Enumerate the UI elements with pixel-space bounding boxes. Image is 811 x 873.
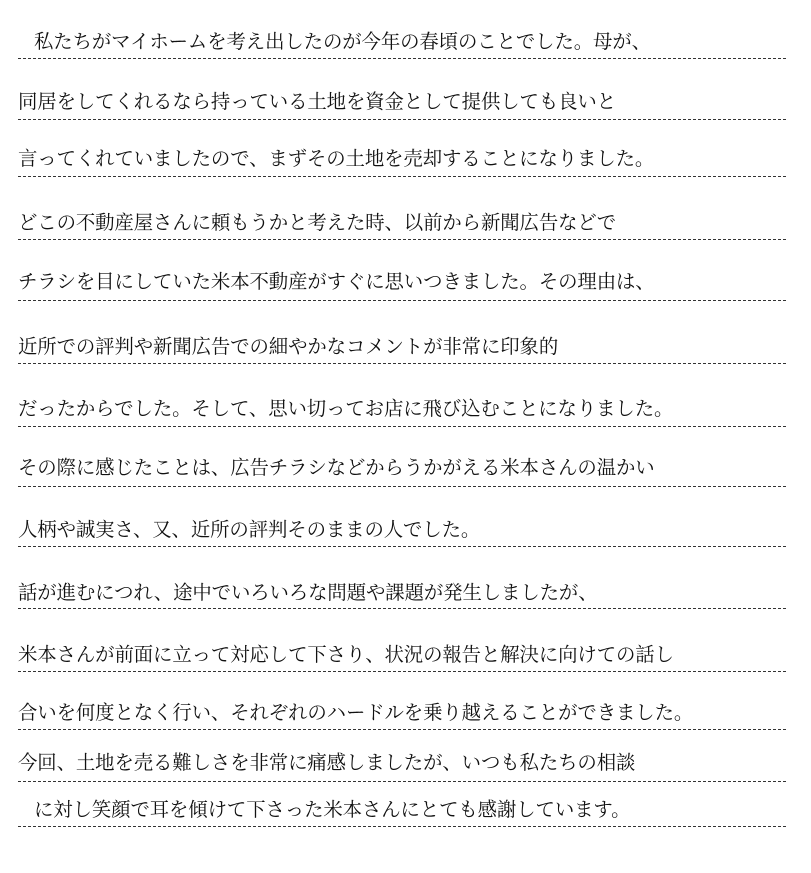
letter-line-6: 近所での評判や新聞広告での細やかなコメントが非常に印象的 (18, 335, 559, 358)
letter-line-3: 言ってくれていましたので、まずその土地を売却することになりました。 (18, 147, 655, 170)
letter-line-1: 私たちがマイホームを考え出したのが今年の春頃のことでした。母が、 (34, 30, 651, 53)
letter-line-4: どこの不動産屋さんに頼もうかと考えた時、以前から新聞広告などで (18, 211, 617, 234)
ruled-line (18, 119, 786, 120)
ruled-line (18, 608, 786, 609)
ruled-line (18, 729, 786, 730)
letter-line-13: 今回、土地を売る難しさを非常に痛感しましたが、いつも私たちの相談 (18, 751, 636, 774)
letter-line-12: 合いを何度となく行い、それぞれのハードルを乗り越えることができました。 (18, 701, 694, 724)
ruled-line (18, 176, 786, 177)
ruled-line (18, 363, 786, 364)
letter-line-5: チラシを目にしていた米本不動産がすぐに思いつきました。その理由は、 (18, 270, 655, 293)
ruled-line (18, 781, 786, 782)
ruled-line (18, 486, 786, 487)
ruled-line (18, 239, 786, 240)
ruled-line (18, 300, 786, 301)
letter-line-7: だったからでした。そして、思い切ってお店に飛び込むことになりました。 (18, 397, 674, 420)
letter-line-14: に対し笑顔で耳を傾けて下さった米本さんにとても感謝しています。 (34, 798, 631, 821)
ruled-line (18, 58, 786, 59)
ruled-line (18, 546, 786, 547)
letter-line-10: 話が進むにつれ、途中でいろいろな問題や課題が発生しましたが、 (18, 581, 598, 604)
letter-line-9: 人柄や誠実さ、又、近所の評判そのままの人でした。 (18, 518, 481, 541)
letter-line-8: その際に感じたことは、広告チラシなどからうかがえる米本さんの温かい (18, 456, 655, 479)
ruled-line (18, 671, 786, 672)
ruled-line (18, 826, 786, 827)
letter-line-2: 同居をしてくれるなら持っている土地を資金として提供しても良いと (18, 90, 617, 113)
ruled-line (18, 426, 786, 427)
letter-line-11: 米本さんが前面に立って対応して下さり、状況の報告と解決に向けての話し (18, 643, 674, 666)
